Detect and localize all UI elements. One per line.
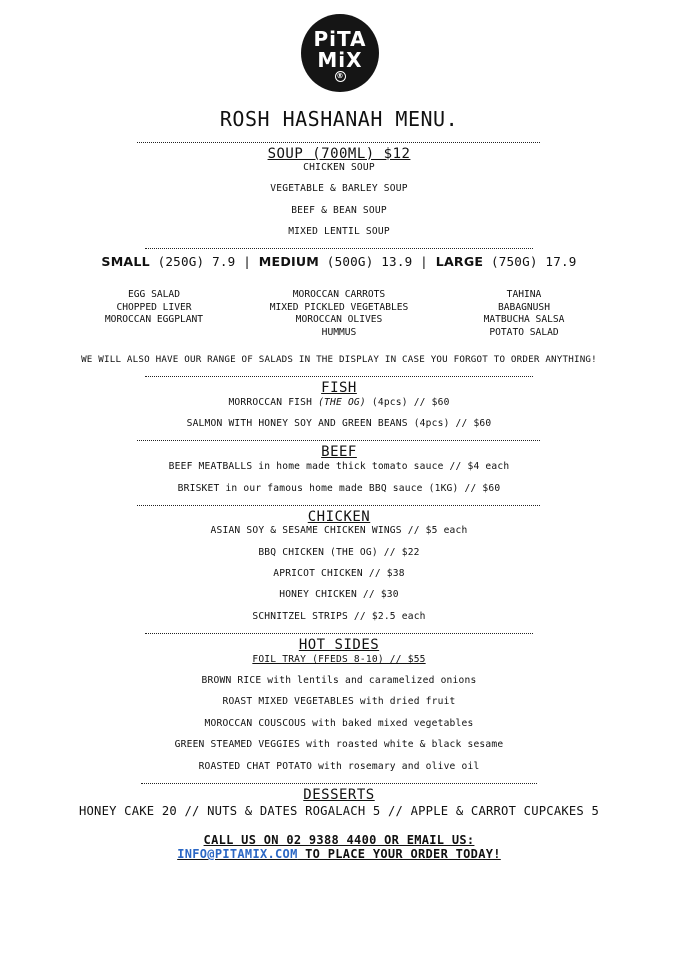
- beef-heading: BEEF: [321, 444, 357, 460]
- hot-sides-heading: HOT SIDES: [298, 637, 380, 653]
- salad-item: BABAGNUSH: [498, 301, 550, 313]
- salad-item: MOROCCAN OLIVES: [295, 314, 383, 325]
- salad-column-1: [94, 289, 214, 327]
- hot-side-item: ROAST MIXED VEGETABLES with dried fruit: [222, 696, 456, 707]
- divider: [137, 142, 540, 143]
- desserts-line: HONEY CAKE 20 // NUTS & DATES ROGALACH 5 // APPLE & CARROT CUPCAKES 5: [78, 804, 600, 818]
- salad-item: MIXED PICKLED VEGETABLES: [269, 301, 409, 313]
- divider: [145, 248, 533, 249]
- beef-item: BEEF MEATBALLS in home made thick tomato sauce // $4 each: [168, 461, 510, 472]
- salad-item: MOROCCAN EGGPLANT: [104, 314, 204, 325]
- logo-line-1: PiTA: [313, 26, 367, 51]
- size-large-label: LARGE: [435, 254, 484, 269]
- salad-item: POTATO SALAD: [489, 326, 559, 338]
- soup-heading: SOUP (700ML) $12: [267, 146, 411, 162]
- menu-title: ROSH HASHANAH MENU.: [219, 107, 459, 131]
- salad-item: EGG SALAD: [128, 289, 180, 300]
- size-large-price: (750G) 17.9: [483, 254, 577, 269]
- divider: [137, 505, 540, 506]
- cta-text: TO PLACE YOUR ORDER TODAY!: [297, 847, 501, 861]
- fish-item: [0, 397, 678, 408]
- chicken-item: HONEY CHICKEN // $30: [279, 589, 399, 600]
- desserts-heading: DESSERTS: [303, 787, 375, 803]
- hot-side-item: MOROCCAN COUSCOUS with baked mixed vegetables: [204, 718, 474, 729]
- size-small-label: SMALL: [101, 254, 150, 269]
- salad-column-2: [259, 289, 419, 339]
- chicken-item: BBQ CHICKEN (THE OG) // $22: [258, 547, 420, 558]
- hot-side-item: GREEN STEAMED VEGGIES with roasted white & black sesame: [174, 739, 504, 750]
- chicken-item: APRICOT CHICKEN // $38: [273, 568, 405, 579]
- hot-sides-subheading: FOIL TRAY (FFEDS 8-10) // $55: [252, 654, 426, 665]
- beef-item: BRISKET in our famous home made BBQ sauce (1KG) // $60: [177, 483, 501, 494]
- size-small-price: (250G) 7.9 |: [149, 254, 259, 269]
- salad-item: MATBUCHA SALSA: [483, 314, 565, 325]
- salad-item: TAHINA: [506, 289, 542, 300]
- soup-item: VEGETABLE & BARLEY SOUP: [270, 183, 408, 194]
- soup-item: BEEF & BEAN SOUP: [291, 205, 387, 216]
- cta-line-2: [0, 847, 678, 861]
- soup-item: CHICKEN SOUP: [303, 162, 375, 173]
- divider: [145, 376, 533, 377]
- email-link[interactable]: INFO@PITAMIX.COM: [177, 847, 298, 861]
- chicken-item: ASIAN SOY & SESAME CHICKEN WINGS // $5 each: [210, 525, 468, 536]
- salad-item: CHOPPED LIVER: [116, 301, 192, 313]
- logo-line-2: MiX: [317, 47, 363, 72]
- chicken-item: SCHNITZEL STRIPS // $2.5 each: [252, 611, 426, 622]
- fish-item-price: (4pcs) // $60: [365, 397, 450, 408]
- registered-mark: ®: [336, 71, 344, 80]
- salad-note: WE WILL ALSO HAVE OUR RANGE OF SALADS IN THE DISPLAY IN CASE YOU FORGOT TO ORDER ANYTHING!: [81, 354, 597, 365]
- salad-item: MOROCCAN CARROTS: [292, 289, 386, 300]
- divider: [141, 783, 537, 784]
- soup-item: MIXED LENTIL SOUP: [288, 226, 390, 237]
- fish-item-name: MORROCCAN FISH: [228, 397, 319, 408]
- chicken-heading: CHICKEN: [307, 509, 371, 525]
- fish-item-note: (THE OG): [318, 397, 366, 408]
- hot-side-item: ROASTED CHAT POTATO with rosemary and olive oil: [198, 761, 480, 772]
- salad-item: HUMMUS: [321, 326, 357, 338]
- size-medium-label: MEDIUM: [258, 254, 320, 269]
- divider: [145, 633, 533, 634]
- fish-heading: FISH: [321, 380, 357, 396]
- divider: [137, 440, 540, 441]
- size-medium-price: (500G) 13.9 |: [319, 254, 436, 269]
- hot-side-item: BROWN RICE with lentils and caramelized onions: [201, 675, 477, 686]
- salad-size-prices: [0, 254, 678, 269]
- salad-column-3: [472, 289, 576, 339]
- cta-line-1: CALL US ON 02 9388 4400 OR EMAIL US:: [203, 833, 475, 847]
- pitamix-logo: [301, 14, 379, 92]
- fish-item: SALMON WITH HONEY SOY AND GREEN BEANS (4pcs) // $60: [186, 418, 492, 429]
